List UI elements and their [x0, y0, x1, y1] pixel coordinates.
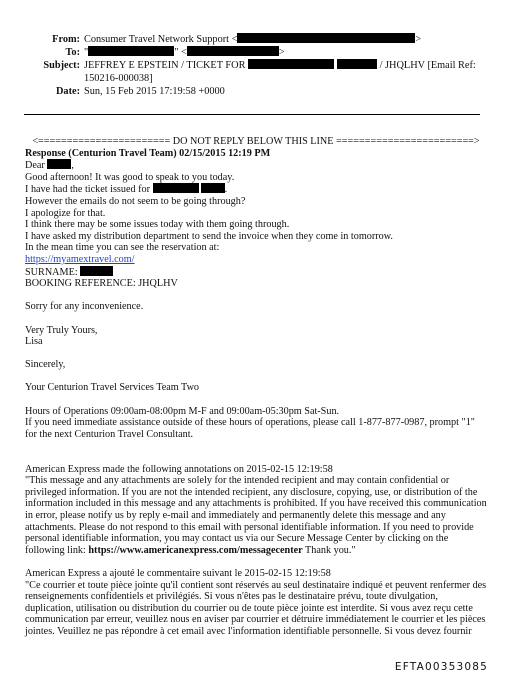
hours-line: Hours of Operations 09:00am-08:00pm M-F and 09:00am-05:30pm Sat-Sun. — [25, 405, 340, 417]
closing: Very Truly Yours, — [25, 324, 98, 336]
disclaimer-en: "This message and any attachments are solely for the intended recipient and may contain confidential or privileged information. If you are not the intended recipient, any disclosure, copying, use, or distribution of the information included in this message and any attachments is prohibited. If you have received this communication in error, please notify us by reply e-mail and immediately and permanently delete this message and any attachments. Please do not respond to this email with personal identifiable information. If you need to provide personal identifiable information, you may contact us via our Secure Message Center by clicking on the following link: — [25, 475, 487, 556]
redaction-block — [201, 183, 225, 193]
body-line: I have had the ticket issued for — [25, 184, 151, 196]
redaction-block — [337, 59, 377, 69]
header-divider — [24, 114, 480, 115]
body-period: . — [224, 184, 228, 196]
to-bracket: > — [278, 47, 285, 58]
response-heading: Response (Centurion Travel Team) 02/15/2015 12:19 PM — [25, 147, 271, 159]
subject-value-b: / JHQLHV [Email Ref: 150216-000038] — [84, 60, 476, 84]
redaction-block — [237, 33, 415, 43]
sign-off: Sincerely, — [25, 359, 66, 371]
from-label: From: — [52, 34, 80, 45]
team-name: Your Centurion Travel Services Team Two — [25, 382, 200, 394]
redaction-block — [187, 46, 279, 56]
redaction-block — [47, 159, 71, 169]
date-row — [0, 85, 512, 98]
salutation: Dear — [25, 160, 45, 172]
date-value: Sun, 15 Feb 2015 17:19:58 +0000 — [84, 86, 225, 97]
body-line: I think there may be some issues today with them going through. — [25, 219, 290, 231]
do-not-reply-separator: <======================= DO NOT REPLY BELOW THIS LINE ========================> — [32, 136, 480, 147]
from-bracket: > — [415, 34, 422, 45]
subject-row — [0, 59, 512, 85]
to-quote: " — [84, 47, 89, 58]
body-line: However the emails do not seem to be going through? — [25, 195, 246, 207]
to-row — [0, 46, 512, 59]
to-label: To: — [65, 47, 80, 58]
signature-name: Lisa — [25, 336, 43, 348]
message-center-link[interactable]: https://www.americanexpress.com/messagecenter — [88, 544, 303, 556]
redaction-block — [248, 59, 334, 69]
salutation-comma: , — [71, 160, 74, 172]
redaction-block — [88, 46, 174, 56]
redaction-block — [153, 183, 199, 193]
disclaimer-en-end: Thank you." — [305, 544, 356, 556]
subject-value-a: JEFFREY E EPSTEIN / TICKET FOR — [84, 60, 246, 71]
body-line: In the mean time you can see the reservation at: — [25, 242, 220, 254]
email-header — [0, 33, 512, 98]
body-line: Good afternoon! It was good to speak to you today. — [25, 171, 235, 183]
from-value: Consumer Travel Network Support < — [84, 34, 238, 45]
date-label: Date: — [55, 86, 80, 97]
body-line: I have asked my distribution department to send the invoice when they come in tomorrow. — [25, 230, 393, 242]
annotation-heading-en: American Express made the following annotations on 2015-02-15 12:19:58 — [25, 463, 333, 475]
redaction-block — [80, 266, 113, 276]
annotation-heading-fr: American Express a ajouté le commentaire suivant le 2015-02-15 12:19:58 — [25, 567, 331, 579]
body-line: I apologize for that. — [25, 207, 106, 219]
apology-line: Sorry for any inconvenience. — [25, 301, 144, 313]
booking-reference: BOOKING REFERENCE: JHQLHV — [25, 278, 178, 290]
disclaimer-fr: "Ce courrier et toute pièce jointe qu'il contient sont réservés au seul destinataire indiqué et peuvent renfermer des renseignements confidentiels et privilégiés. Si vous n'êtes pas le destinataire prévu, toute divulgation, duplication, utilisation ou distribution du courrier ou de toute pièce jointe est interdite. Si vous avez reçu cette communication par erreur, veuillez nous en aviser par courrier et détruire immédiatement le courrier et les pièces jointes. Veuillez ne pas répondre à cet email avec l'information identifiable personnelle. Si vous devez fournir — [25, 579, 487, 637]
subject-label: Subject: — [43, 60, 80, 71]
surname-label: SURNAME: — [25, 266, 78, 278]
from-row — [0, 33, 512, 46]
document-id: EFTA00353085 — [394, 661, 488, 673]
assistance-line: If you need immediate assistance outside of these hours of operations, please call 1-877-877-0987, prompt "1" for the next Centurion Travel Consultant. — [25, 417, 475, 440]
to-quote-bracket: " < — [174, 47, 187, 58]
reservation-link[interactable]: https://myamextravel.com/ — [25, 253, 135, 265]
email-body — [25, 136, 487, 638]
